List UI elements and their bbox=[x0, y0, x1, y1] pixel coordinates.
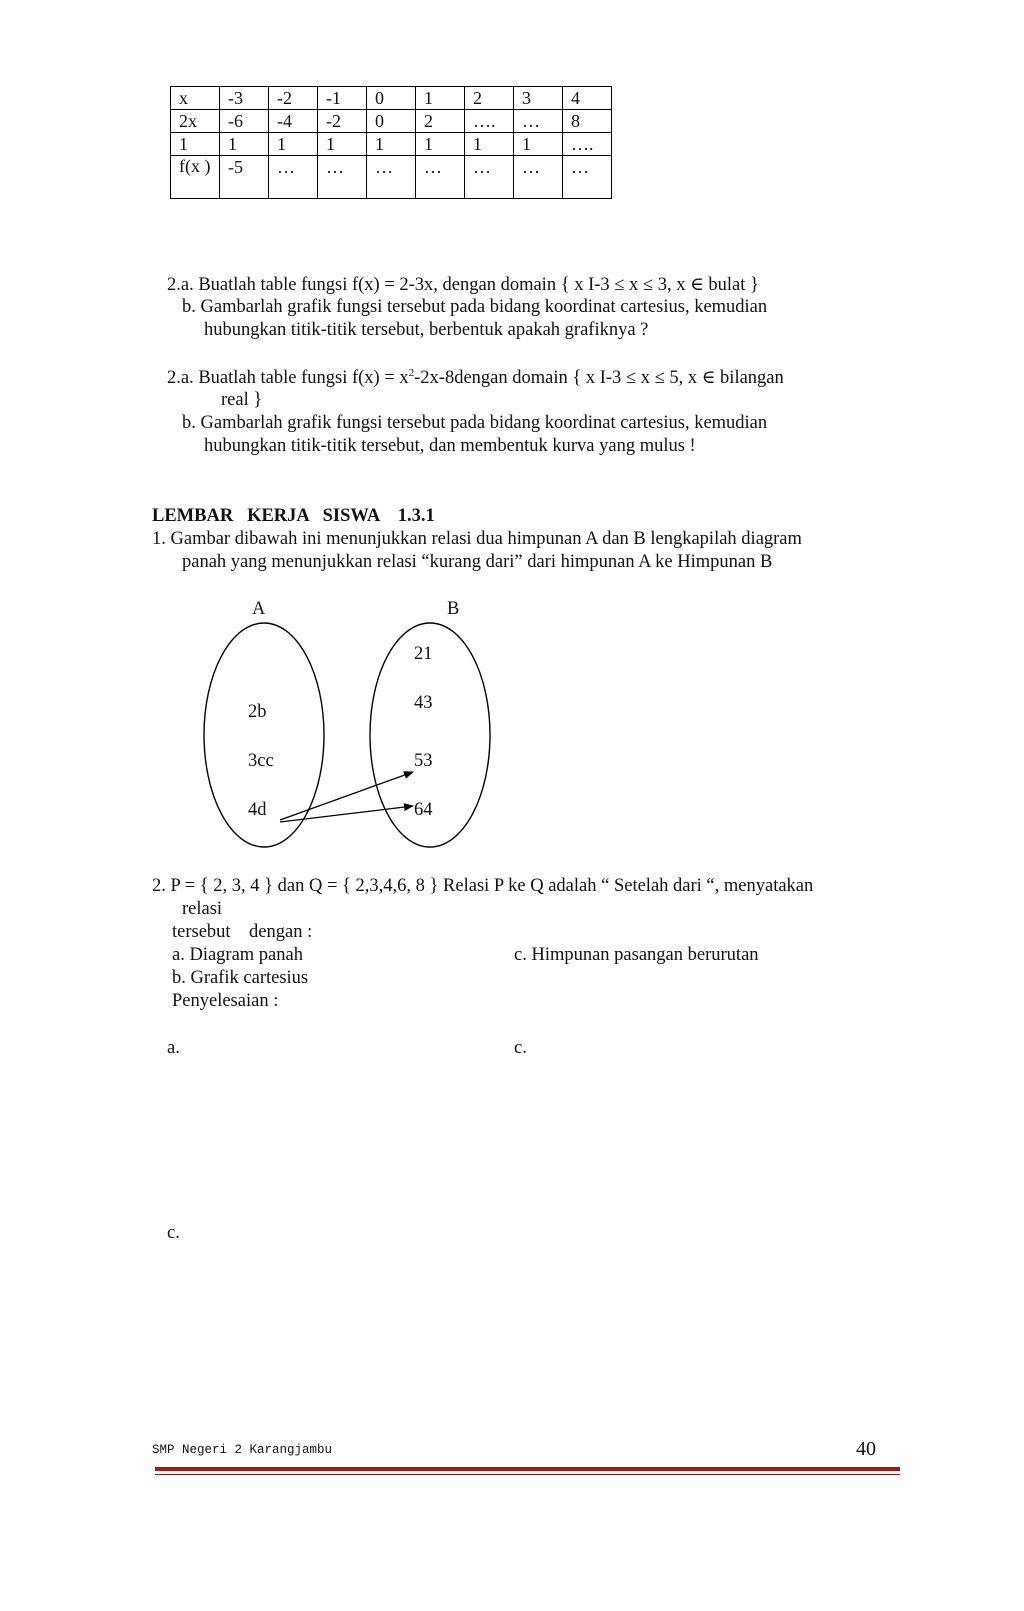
table-cell: 0 bbox=[367, 110, 416, 133]
exercise-1a: 2.a. Buatlah table fungsi f(x) = 2-3x, dengan domain { x I-3 ≤ x ≤ 3, x ∈ bulat } bbox=[167, 275, 759, 295]
set-a-label: A bbox=[252, 599, 266, 619]
set-a-item: 4d bbox=[248, 800, 267, 820]
question-2-line1: 2. P = { 2, 3, 4 } dan Q = { 2,3,4,6, 8 } Relasi P ke Q adalah “ Setelah dari “, menyatakan bbox=[152, 876, 814, 896]
exercise-2a-line2: real } bbox=[221, 390, 263, 410]
table-cell: 1 bbox=[465, 133, 514, 156]
table-cell: -3 bbox=[220, 87, 269, 110]
exercise-1b-line1: b. Gambarlah grafik fungsi tersebut pada bidang koordinat cartesius, kemudian bbox=[182, 297, 768, 317]
table-cell: 1 bbox=[416, 87, 465, 110]
table-cell: 2 bbox=[465, 87, 514, 110]
set-b-item: 64 bbox=[414, 800, 433, 820]
exercise-2a-text-start: 2.a. Buatlah table fungsi f(x) = x bbox=[167, 368, 409, 388]
option-b: b. Grafik cartesius bbox=[172, 968, 309, 988]
table-cell: 8 bbox=[563, 110, 612, 133]
table-cell: …. bbox=[465, 110, 514, 133]
table-cell: 1 bbox=[367, 133, 416, 156]
option-c: c. Himpunan pasangan berurutan bbox=[514, 945, 759, 965]
footer-school-name: SMP Negeri 2 Karangjambu bbox=[152, 1443, 333, 1457]
table-cell: -2 bbox=[318, 110, 367, 133]
table-cell: -4 bbox=[269, 110, 318, 133]
exercise-2b-line2: hubungkan titik-titik tersebut, dan membentuk kurva yang mulus ! bbox=[204, 436, 696, 456]
table-cell: 1 bbox=[220, 133, 269, 156]
arrow-4d-to-53 bbox=[280, 772, 413, 820]
exercise-2a-exponent: 2 bbox=[408, 367, 415, 379]
table-cell: 0 bbox=[367, 87, 416, 110]
set-a-item: 3cc bbox=[248, 751, 274, 771]
set-b-label: B bbox=[447, 599, 460, 619]
exercise-2a-text-end: -2x-8dengan domain { x I-3 ≤ x ≤ 5, x ∈ bilangan bbox=[414, 368, 784, 388]
set-b-item: 43 bbox=[414, 693, 433, 713]
footer-rule-thick bbox=[155, 1467, 900, 1471]
footer-rule-thin bbox=[155, 1474, 900, 1475]
table-cell: … bbox=[367, 156, 416, 199]
table-cell: … bbox=[514, 110, 563, 133]
answer-c-label-2: c. bbox=[167, 1223, 180, 1243]
table-cell: …. bbox=[563, 133, 612, 156]
table-cell: 1 bbox=[269, 133, 318, 156]
set-a-item: 2b bbox=[248, 702, 267, 722]
worksheet-heading: LEMBAR KERJA SISWA 1.3.1 bbox=[152, 506, 435, 526]
table-cell: -6 bbox=[220, 110, 269, 133]
table-cell: -5 bbox=[220, 156, 269, 199]
answer-c-label: c. bbox=[514, 1038, 527, 1058]
table-cell: 1 bbox=[514, 133, 563, 156]
set-b-item: 53 bbox=[414, 751, 433, 771]
table-cell: 2x bbox=[171, 110, 220, 133]
answer-a-label: a. bbox=[167, 1038, 180, 1058]
table-cell: 1 bbox=[416, 133, 465, 156]
question-2-line3: tersebut dengan : bbox=[172, 922, 313, 942]
table-cell: 4 bbox=[563, 87, 612, 110]
table-cell: … bbox=[269, 156, 318, 199]
table-cell: … bbox=[514, 156, 563, 199]
table-cell: -1 bbox=[318, 87, 367, 110]
page-number: 40 bbox=[856, 1438, 876, 1460]
table-cell: … bbox=[318, 156, 367, 199]
question-2-line2: relasi bbox=[182, 899, 223, 919]
table-cell: 1 bbox=[171, 133, 220, 156]
arrow-4d-to-64 bbox=[280, 806, 413, 822]
table-cell: … bbox=[416, 156, 465, 199]
table-cell: … bbox=[465, 156, 514, 199]
set-b-item: 21 bbox=[414, 644, 433, 664]
table-cell: 3 bbox=[514, 87, 563, 110]
table-cell: -2 bbox=[269, 87, 318, 110]
exercise-1b-line2: hubungkan titik-titik tersebut, berbentuk apakah grafiknya ? bbox=[204, 320, 649, 340]
solution-label: Penyelesaian : bbox=[172, 991, 279, 1011]
exercise-2b-line1: b. Gambarlah grafik fungsi tersebut pada bidang koordinat cartesius, kemudian bbox=[182, 413, 768, 433]
question-1-line1: 1. Gambar dibawah ini menunjukkan relasi dua himpunan A dan B lengkapilah diagram bbox=[152, 529, 802, 549]
option-a: a. Diagram panah bbox=[172, 945, 303, 965]
table-cell: 1 bbox=[318, 133, 367, 156]
table-cell: x bbox=[171, 87, 220, 110]
table-cell: f(x ) bbox=[171, 156, 220, 199]
question-1-line2: panah yang menunjukkan relasi “kurang dari” dari himpunan A ke Himpunan B bbox=[182, 552, 773, 572]
table-cell: … bbox=[563, 156, 612, 199]
table-cell: 2 bbox=[416, 110, 465, 133]
